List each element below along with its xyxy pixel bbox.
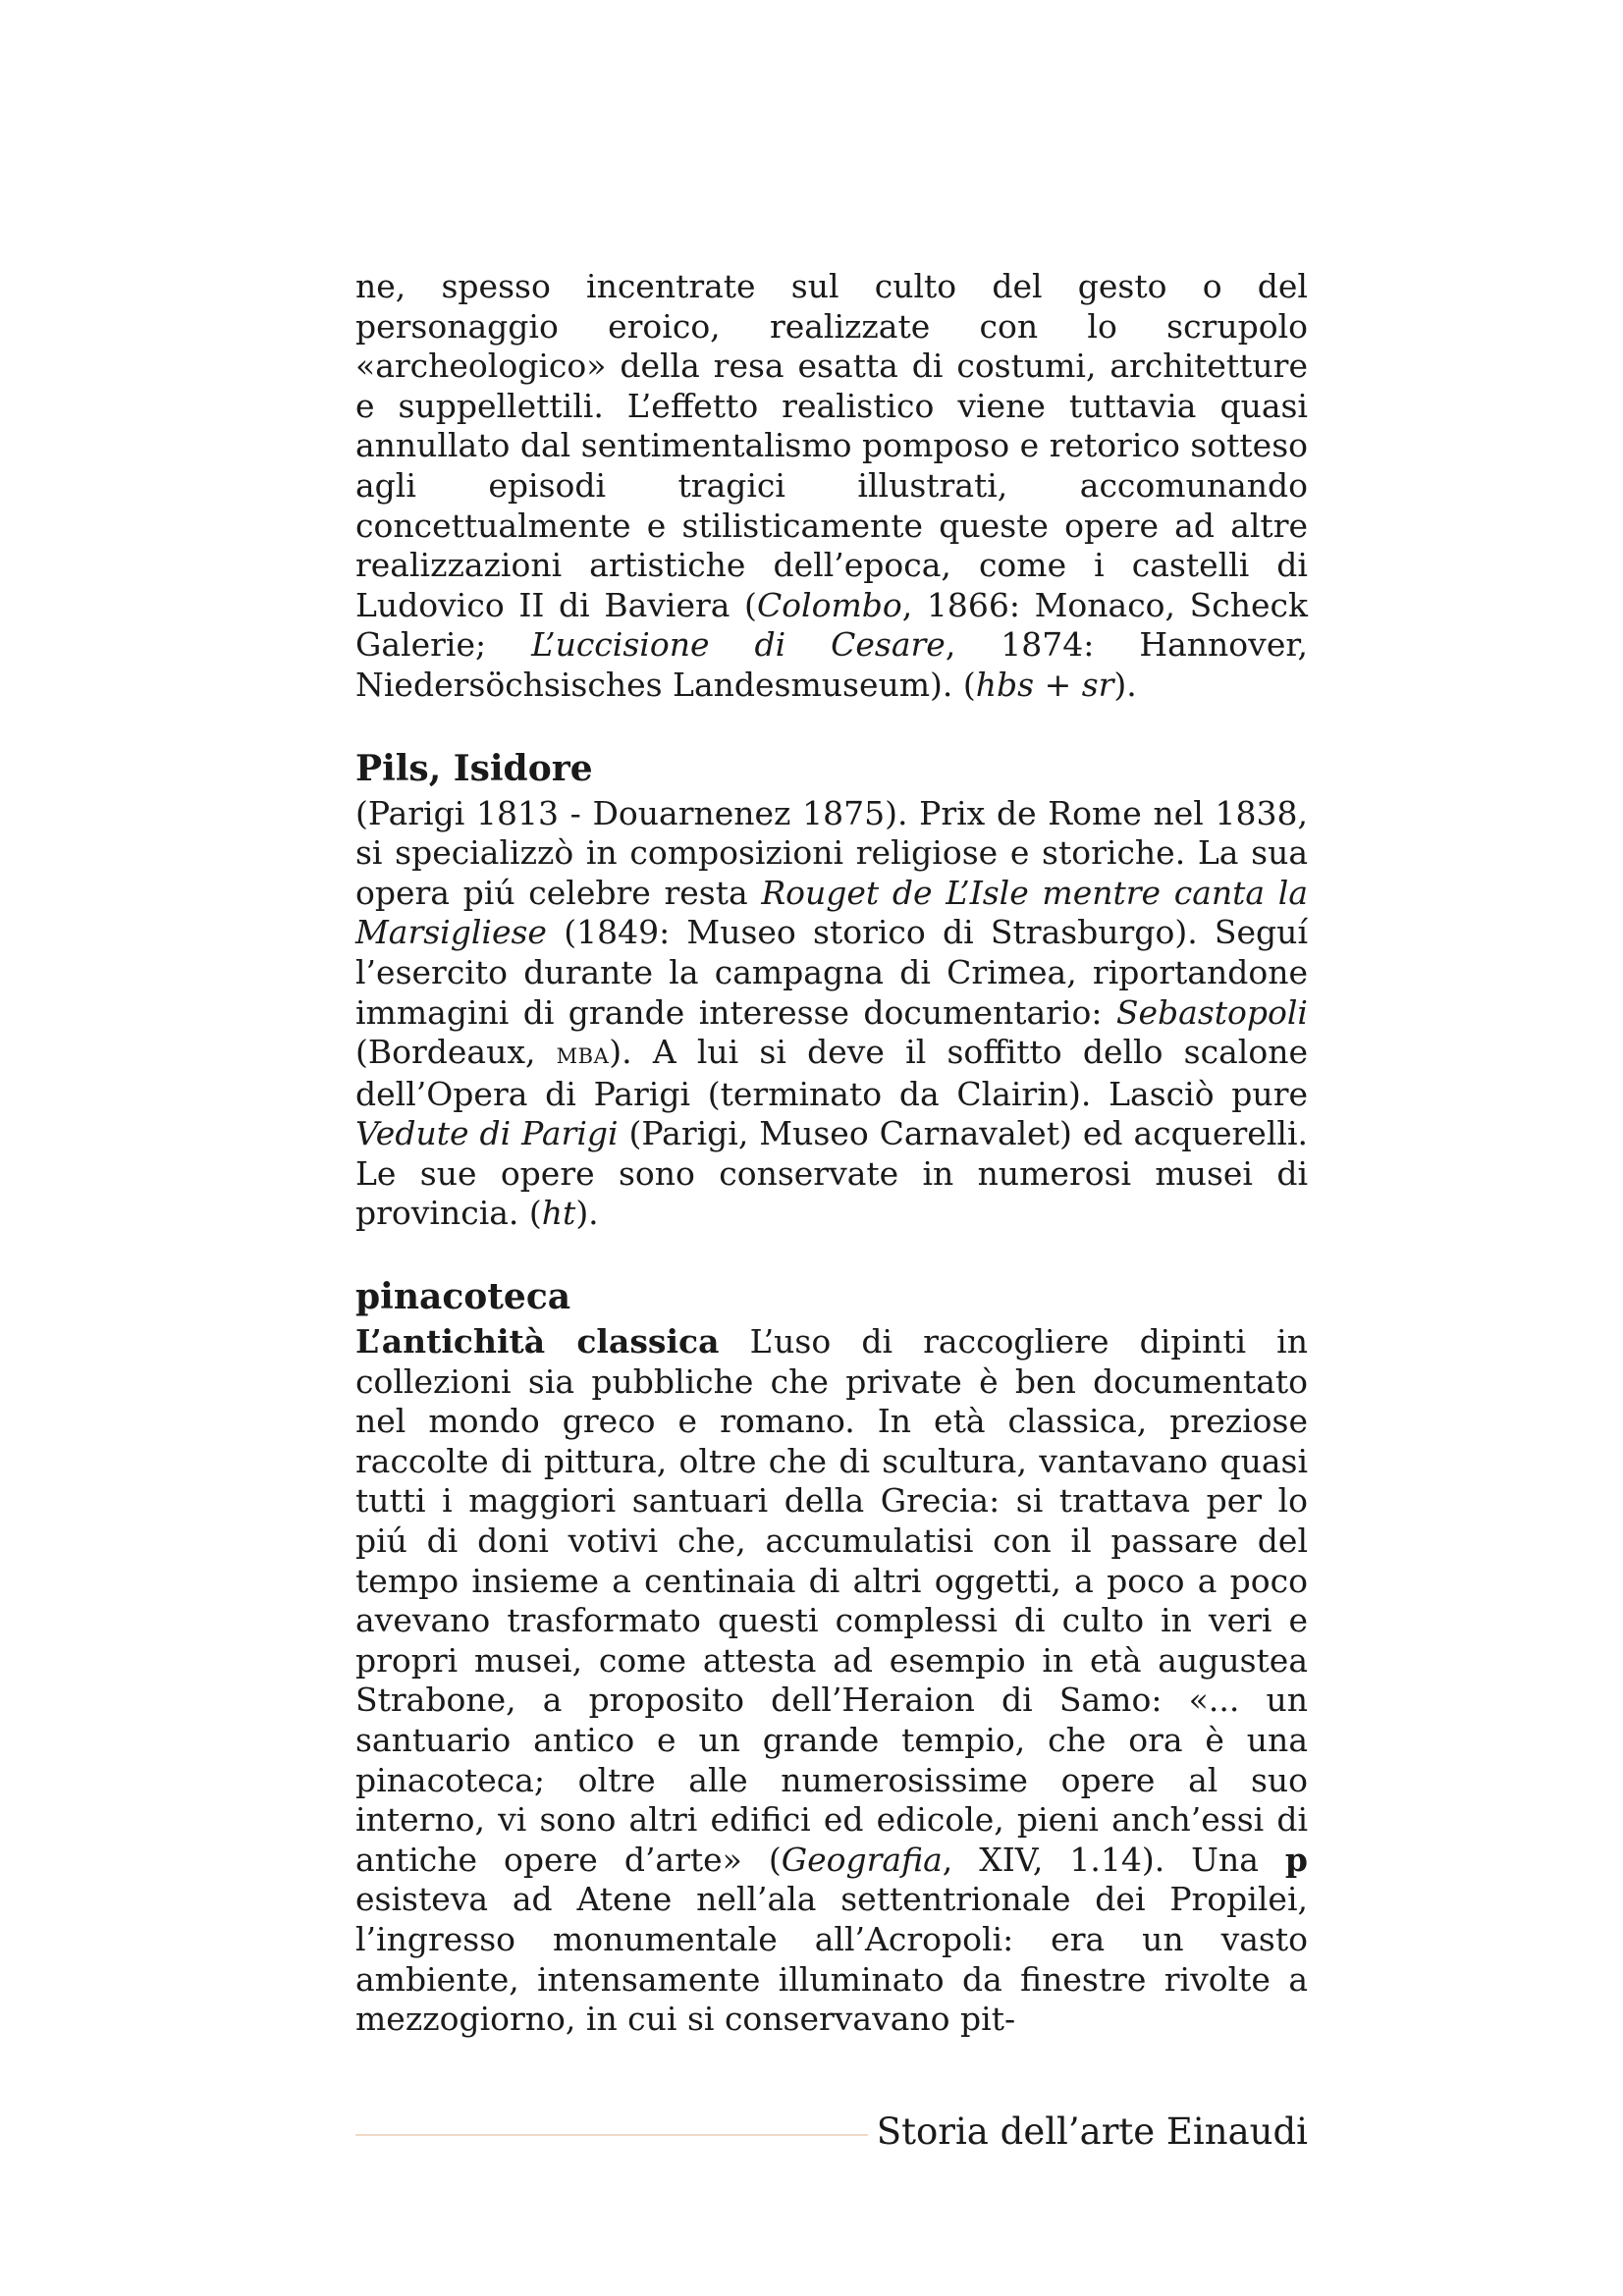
text-run: , XIV, 1.14). Una: [942, 1840, 1285, 1879]
text-run: ).: [1113, 665, 1137, 704]
publication-title: Storia dell’arte Einaudi: [876, 2110, 1308, 2153]
text-run: (Bordeaux,: [355, 1033, 557, 1072]
headword-abbreviation: p: [1284, 1840, 1308, 1879]
artwork-title: L’uccisione di Cesare: [531, 625, 946, 665]
entry-title: pinacoteca: [355, 1276, 571, 1318]
text-run: ne, spesso incentrate sul culto del gesto o del personaggio eroico, realizzate con lo scrupolo «archeologico» della resa esatta di costumi, architetture e suppellettili. L’effetto realistico viene tuttavia quasi annullato dal sentimentalismo pomposo e retorico sotteso agli episodi tragici illustrati, accomunando concettualmente e stilisticamente queste opere ad altre realizzazioni artistiche dell’epoca, come i castelli di Ludovico II di Baviera (: [355, 267, 1308, 624]
page-body: [355, 267, 1308, 2040]
text-run: , 1866: Monaco, Scheck Galerie;: [355, 585, 1309, 665]
artwork-title: Vedute di Parigi: [355, 1114, 619, 1153]
page-footer: [355, 2109, 1308, 2156]
entry-paragraph: [355, 794, 1308, 1235]
work-title: Geografia: [781, 1840, 943, 1879]
entry-pinacoteca: [355, 1277, 1308, 2040]
text-run: esisteva ad Atene nell’ala settentrionale dei Propilei, l’ingresso monumentale all’Acropoli: era un vasto ambiente, intensamente illuminato da finestre rivolte a mezzogiorno, in cui si conservavano pit-: [355, 1880, 1308, 2039]
author-initials: hbs + sr: [975, 665, 1114, 704]
text-run: L’uso di raccogliere dipinti in collezioni sia pubbliche che private è ben documentato nel mondo greco e romano. In età classica, preziose raccolte di pittura, oltre che di scultura, vantavano quasi tutti i maggiori santuari della Grecia: si trattava per lo piú di doni votivi che, accumulatisi con il passare del tempo insieme a centinaia di altri oggetti, a poco a poco avevano trasformato questi complessi di culto in veri e propri musei, come attesta ad esempio in età augustea Strabone, a proposito dell’Heraion di Samo: «... un santuario antico e un grande tempio, che ora è una pinacoteca; oltre alle numerosissime opere al suo interno, vi sono altri edifici ed edicole, pieni anch’essi di antiche opere d’arte» (: [355, 1322, 1308, 1879]
text-run: (1849: Museo storico di Strasburgo). Seguí l’esercito durante la campagna di Crimea, riportandone immagini di grande interesse documentario:: [355, 913, 1308, 1032]
text-run: (Parigi 1813 - Douarnenez 1875). Prix de Rome nel 1838, si specializzò in composizioni religiose e storiche. La sua opera piú celebre resta: [355, 793, 1308, 912]
entry-paragraph: [355, 1322, 1308, 2040]
artwork-title: Colombo: [756, 585, 902, 624]
text-run: (Parigi, Museo Carnavalet) ed acquerelli. Le sue opere sono conservate in numerosi musei di provincia. (: [355, 1114, 1308, 1233]
text-run: ).: [575, 1194, 599, 1233]
entry-title: Pils, Isidore: [355, 747, 593, 789]
continued-entry-paragraph: [355, 267, 1308, 706]
artwork-title: Rouget de L’Isle mentre canta la Marsigliese: [355, 873, 1308, 952]
text-run: ). A lui si deve il soffitto dello scalone dell’Opera di Parigi (terminato da Clairin). Lasciò pure: [355, 1033, 1308, 1113]
artwork-title: Sebastopoli: [1115, 992, 1308, 1032]
entry-pils: [355, 749, 1308, 1235]
text-run: , 1874: Hannover, Niedersöchsisches Landesmuseum). (: [355, 625, 1308, 704]
section-subhead: L’antichità classica: [355, 1322, 720, 1362]
museum-abbreviation: mba: [556, 1037, 610, 1072]
author-initials: ht: [541, 1194, 576, 1233]
footer-divider: [355, 2134, 868, 2136]
